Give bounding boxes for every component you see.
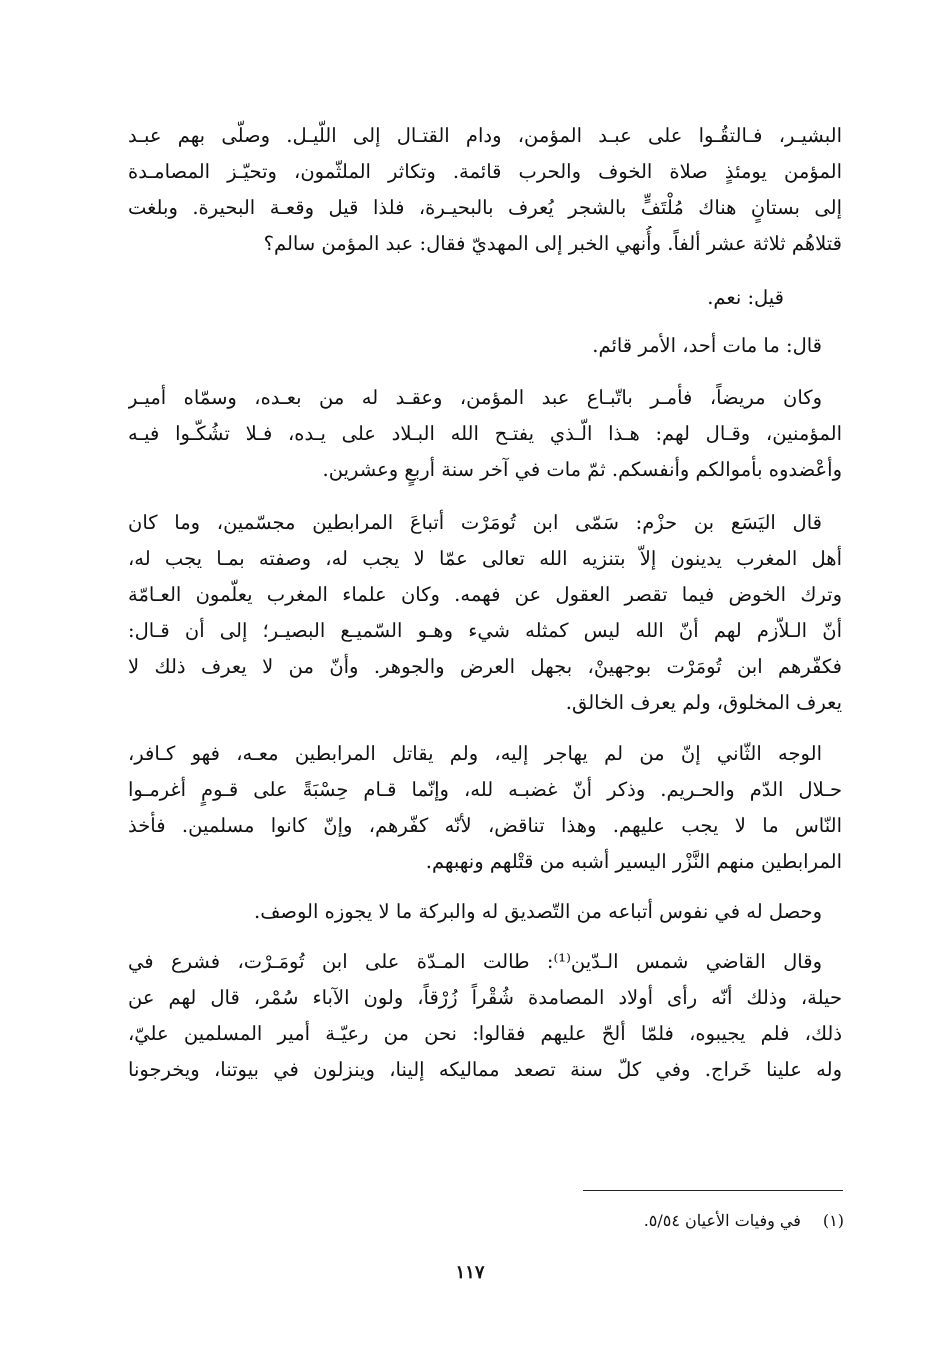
text-line: قال اليَسَع بن حزْم: سَمّى ابن تُومَرْت أتباعَ المرابطين مجسّمين، وما كان	[128, 511, 822, 534]
paragraph-1	[128, 118, 842, 262]
text-line: المؤمنين، وقـال لهم: هـذا الّـذي يفتـح الله البـلاد على يـده، فـلا تشُكّـوا فيـه	[128, 422, 842, 445]
body-text	[128, 118, 842, 1088]
text-line: فكفّرهم ابن تُومَرْت بوجهينْ، بجهل العرض والجوهر. وأنّ من لا يعرف ذلك لا	[128, 655, 842, 678]
text-line: حـلال الدّم والحـريم. وذكر أنّ غضبـه لله، وإنّما قـام حِسْبَةً على قـومٍ أغرمـوا	[128, 778, 842, 801]
paragraph-7	[128, 894, 842, 930]
text-line: قيل: نعم.	[707, 286, 784, 309]
paragraph-5	[128, 505, 842, 721]
text-line: المؤمن يومئذٍ صلاة الخوف والحرب قائمة. وتكاثر الملثّمون، وتحيّـز المصامـدة	[128, 160, 842, 183]
text-line: وترك الخوض فيما تقصر العقول عن فهمه. وكان علماء المغرب يعلّمون العـامّة	[128, 583, 842, 606]
paragraph-3	[128, 328, 842, 364]
text-line: أهل المغرب يدينون إلاّ بتنزيه الله تعالى عمّا لا يجب له، وصفته بمـا يجب له،	[128, 547, 842, 570]
text-line: النّاس ما لا يجب عليهم. وهذا تناقض، لأنّه كفّرهم، وإنّ كانوا مسلمين. فأخذ	[128, 814, 842, 837]
text-line: حيلة، وذلك أنّه رأى أولاد المصامدة شُقْراً زُرْقاً، ولون الآباء سُمْر، قال لهم عن	[128, 986, 842, 1009]
text-line: المرابطين منهم النَّزْر اليسير أشبه من قتْلهم ونهبهم.	[425, 850, 842, 873]
text-line: يعرف المخلوق، ولم يعرف الخالق.	[565, 691, 842, 714]
footnote-number: (١)	[822, 1211, 844, 1230]
paragraph-4	[128, 380, 842, 488]
text-line: وقال القاضي شمس الـدّين⁽¹⁾: طالت المـدّة على ابن تُومَـرْت، فشرع في	[128, 950, 822, 973]
text-line: الوجه الثّاني إنّ من لم يهاجر إليه، ولم يقاتل المرابطين معـه، فهو كـافر،	[128, 742, 822, 765]
paragraph-6	[128, 736, 842, 880]
text-line: ذلك، فلم يجيبوه، فلمّا ألحّ عليهم فقالوا: نحن من رعيّـة أمير المسلمين عليّ،	[128, 1022, 842, 1045]
text-line: قال: ما مات أحد، الأمر قائم.	[592, 334, 822, 357]
footnote-divider	[583, 1190, 843, 1191]
text-line: وأعْضدوه بأموالكم وأنفسكم. ثمّ مات في آخر سنة أربعٍ وعشرين.	[322, 458, 842, 481]
paragraph-2	[128, 280, 842, 316]
paragraph-8	[128, 944, 842, 1088]
footnote-text: في وفيات الأعيان ٥/٥٤.	[643, 1211, 801, 1230]
text-line: قتلاهُم ثلاثة عشر ألفاً. وأُنهي الخبر إلى المهديّ فقال: عبد المؤمن سالم؟	[263, 232, 842, 255]
text-line: وله علينا خَراج. وفي كلّ سنة تصعد مماليكه إلينا، وينزلون في بيوتنا، ويخرجونا	[128, 1058, 842, 1081]
text-line: أنّ الـلاّزم لهم أنّ الله ليس كمثله شيء وهـو السّميـع البصيـر؛ إلى أن قـال:	[128, 619, 842, 642]
footnote	[560, 1207, 844, 1235]
text-line: وحصل له في نفوس أتباعه من التّصديق له والبركة ما لا يجوزه الوصف.	[254, 900, 822, 923]
text-line: إلى بستانٍ هناك مُلْتَفٍّ بالشجر يُعرف بالبحيـرة، فلذا قيل وقعـة البحيرة. وبلغت	[128, 196, 842, 219]
page-number: ١١٧	[455, 1262, 485, 1283]
text-line: البشيـر، فـالتقُـوا على عبـد المؤمن، ودام القتـال إلى اللّيـل. وصلّى بهم عبـد	[128, 124, 842, 147]
text-line: وكان مريضاً، فأمـر باتّبـاع عبد المؤمن، وعقـد له من بعـده، وسمّاه أميـر	[128, 386, 822, 409]
